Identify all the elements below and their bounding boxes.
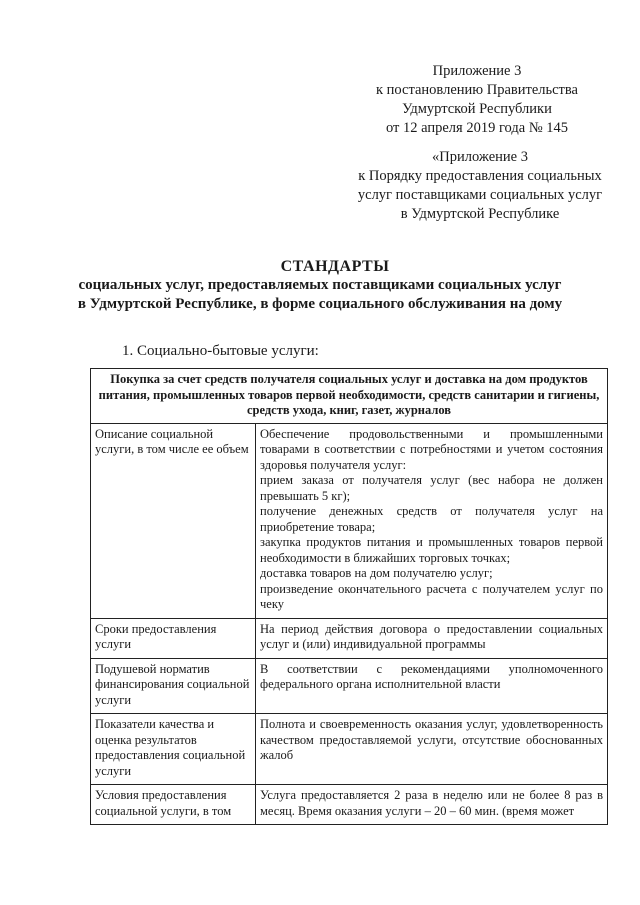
row-value-description: [256, 423, 608, 618]
row-label-conditions: Условия предоставления социальной услуги, в том: [91, 785, 256, 825]
description-line: получение денежных средств от получателя услуг на приобретение товара;: [260, 504, 603, 534]
table-row: [91, 423, 608, 618]
table-row: [91, 658, 608, 714]
appendix-procedure-block: [345, 148, 615, 224]
row-label-quality: Показатели качества и оценка результатов предоставления социальной услуги: [91, 714, 256, 785]
appendix-procedure-line: «Приложение 3: [432, 149, 528, 165]
appendix-resolution-line: к постановлению Правительства: [376, 82, 578, 98]
quality-line: Полнота и своевременность оказания услуг, удовлетворенность качеством предоставляемой услуги, отсутствие обоснованных жалоб: [260, 717, 603, 762]
description-line: доставка товаров на дом получателю услуг;: [260, 566, 493, 580]
document-title: [0, 257, 640, 314]
appendix-resolution-line: Приложение 3: [432, 63, 522, 79]
service-standard-table: [90, 368, 608, 825]
table-row: [91, 785, 608, 825]
description-line: произведение окончательного расчета с получателем услуг по чеку: [260, 581, 603, 611]
description-line: прием заказа от получателя услуг (вес набора не должен превышать 5 кг);: [260, 473, 603, 503]
table-header-row: [91, 369, 608, 424]
table-header-cell: Покупка за счет средств получателя социальных услуг и доставка на дом продуктов питания, промышленных товаров первой необходимости, средств санитарии и гигиены, средств ухода, книг, газет, журналов: [91, 369, 608, 424]
description-line: закупка продуктов питания и промышленных товаров первой необходимости в ближайших торговых точках;: [260, 535, 603, 565]
description-line: Обеспечение продовольственными и промышленными товарами в соответствии с потребностями и учетом состояния здоровья получателя услуг:: [260, 426, 603, 472]
appendix-procedure-line: к Порядку предоставления социальных: [358, 168, 602, 184]
appendix-resolution-line: от 12 апреля 2019 года № 145: [385, 120, 569, 136]
row-value-terms: [256, 618, 608, 658]
appendix-procedure-line: в Удмуртской Республике: [400, 206, 560, 222]
appendix-resolution-block: [352, 62, 602, 138]
section-heading: 1. Социально-бытовые услуги:: [122, 343, 319, 359]
document-title-line: социальных услуг, предоставляемых поставщиками социальных услуг: [78, 277, 562, 293]
table-row: [91, 714, 608, 785]
financing-line: В соответствии с рекомендациями уполномоченного федерального органа исполнительной власти: [260, 661, 603, 691]
document-title-main: СТАНДАРТЫ: [280, 258, 390, 275]
row-value-financing: [256, 658, 608, 714]
table-row: [91, 618, 608, 658]
row-label-description: Описание социальной услуги, в том числе ее объем: [91, 423, 256, 618]
row-value-quality: [256, 714, 608, 785]
appendix-resolution-line: Удмуртской Республики: [402, 101, 552, 117]
row-value-conditions: [256, 785, 608, 825]
row-label-financing: Подушевой норматив финансирования социальной услуги: [91, 658, 256, 714]
terms-line: На период действия договора о предоставлении социальных услуг и (или) индивидуальной программы: [260, 621, 603, 651]
row-label-terms: Сроки предоставления услуги: [91, 618, 256, 658]
appendix-procedure-line: услуг поставщиками социальных услуг: [357, 187, 603, 203]
document-title-line: в Удмуртской Республике, в форме социального обслуживания на дому: [77, 296, 563, 312]
conditions-line: Услуга предоставляется 2 раза в неделю или не более 8 раз в месяц. Время оказания услуги – 20 – 60 мин. (время может: [260, 788, 603, 818]
